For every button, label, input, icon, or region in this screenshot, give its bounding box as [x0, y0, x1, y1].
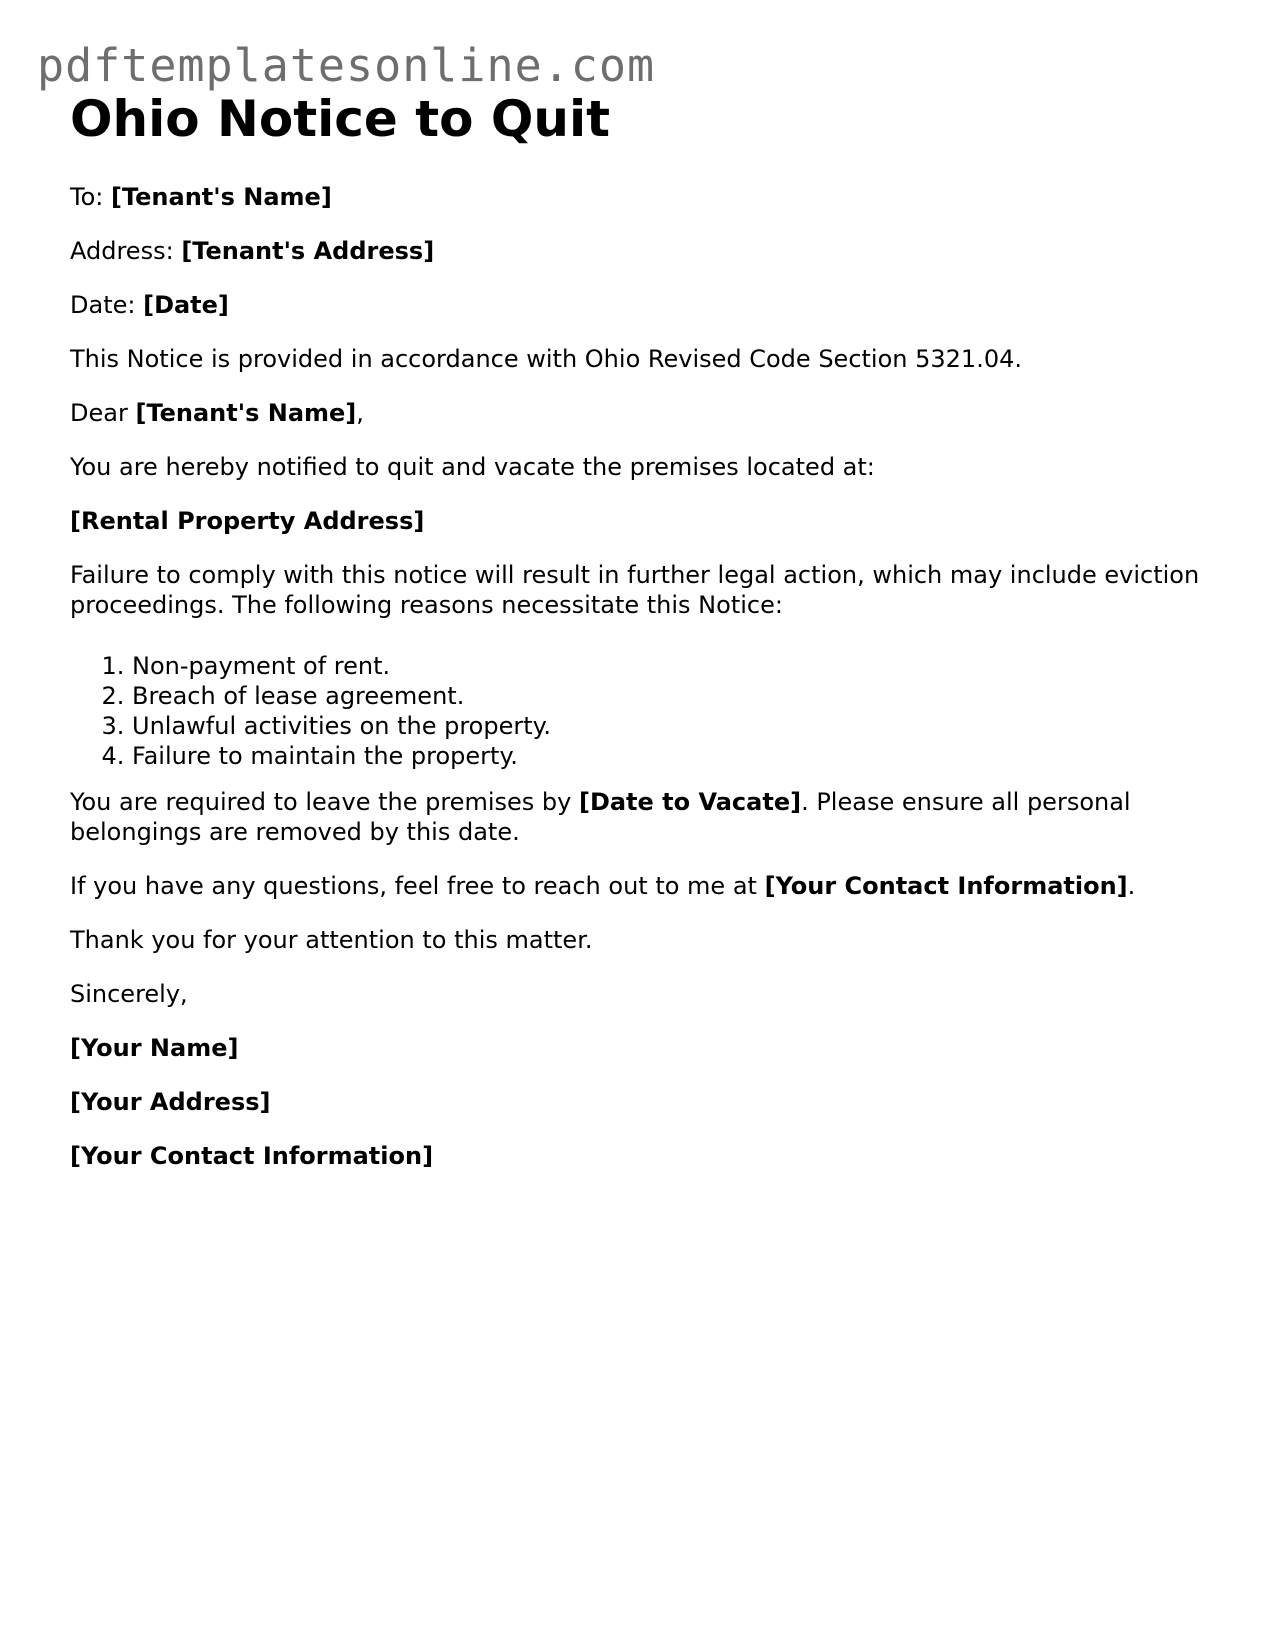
failure-paragraph: Failure to comply with this notice will result in further legal action, which may include eviction proceedings. The following reasons necessitate this Notice: — [70, 561, 1200, 619]
closing-line: Sincerely, — [70, 980, 188, 1008]
list-item: 4. Failure to maintain the property. — [132, 741, 551, 771]
tenant-address-field: [Tenant's Address] — [181, 237, 435, 265]
list-item: 3. Unlawful activities on the property. — [132, 711, 551, 741]
salutation-line — [70, 398, 364, 428]
vacate-date-field: [Date to Vacate] — [578, 788, 802, 816]
address-line — [70, 236, 434, 266]
address-label: Address: — [70, 237, 174, 265]
signer-name-line — [70, 1033, 238, 1063]
notify-line: You are hereby notified to quit and vacate the premises located at: — [70, 453, 875, 481]
salutation-prefix: Dear — [70, 399, 128, 427]
vacate-paragraph — [70, 787, 1220, 847]
date-label: Date: — [70, 291, 136, 319]
reasons-list — [70, 651, 551, 771]
date-line — [70, 290, 229, 320]
date-field: [Date] — [143, 291, 229, 319]
tenant-name-field: [Tenant's Name] — [111, 183, 332, 211]
document-title: Ohio Notice to Quit — [70, 90, 610, 148]
vacate-suffix: . Please ensure all personal belongings are removed by this date. — [70, 788, 1131, 846]
list-item: 1. Non-payment of rent. — [132, 651, 551, 681]
questions-suffix: . — [1127, 872, 1136, 900]
salutation-tenant-name: [Tenant's Name] — [135, 399, 357, 427]
to-line — [70, 182, 332, 212]
signer-address-line — [70, 1087, 271, 1117]
questions-line — [70, 871, 1135, 901]
to-label: To: — [70, 183, 104, 211]
questions-prefix: If you have any questions, feel free to reach out to me at — [70, 872, 757, 900]
questions-contact-field: [Your Contact Information] — [764, 872, 1128, 900]
watermark-text: pdftemplatesonline.com — [37, 39, 656, 92]
signer-name-field: [Your Name] — [70, 1034, 239, 1062]
signer-contact-line — [70, 1141, 433, 1171]
signer-address-field: [Your Address] — [70, 1088, 271, 1116]
salutation-suffix: , — [356, 399, 364, 427]
signer-contact-field: [Your Contact Information] — [70, 1142, 434, 1170]
list-item: 2. Breach of lease agreement. — [132, 681, 551, 711]
vacate-prefix: You are required to leave the premises by — [70, 788, 572, 816]
property-address-line — [70, 506, 424, 536]
thanks-line: Thank you for your attention to this matter. — [70, 926, 593, 954]
property-address-field: [Rental Property Address] — [70, 507, 425, 535]
statute-line: This Notice is provided in accordance with Ohio Revised Code Section 5321.04. — [70, 345, 1022, 373]
